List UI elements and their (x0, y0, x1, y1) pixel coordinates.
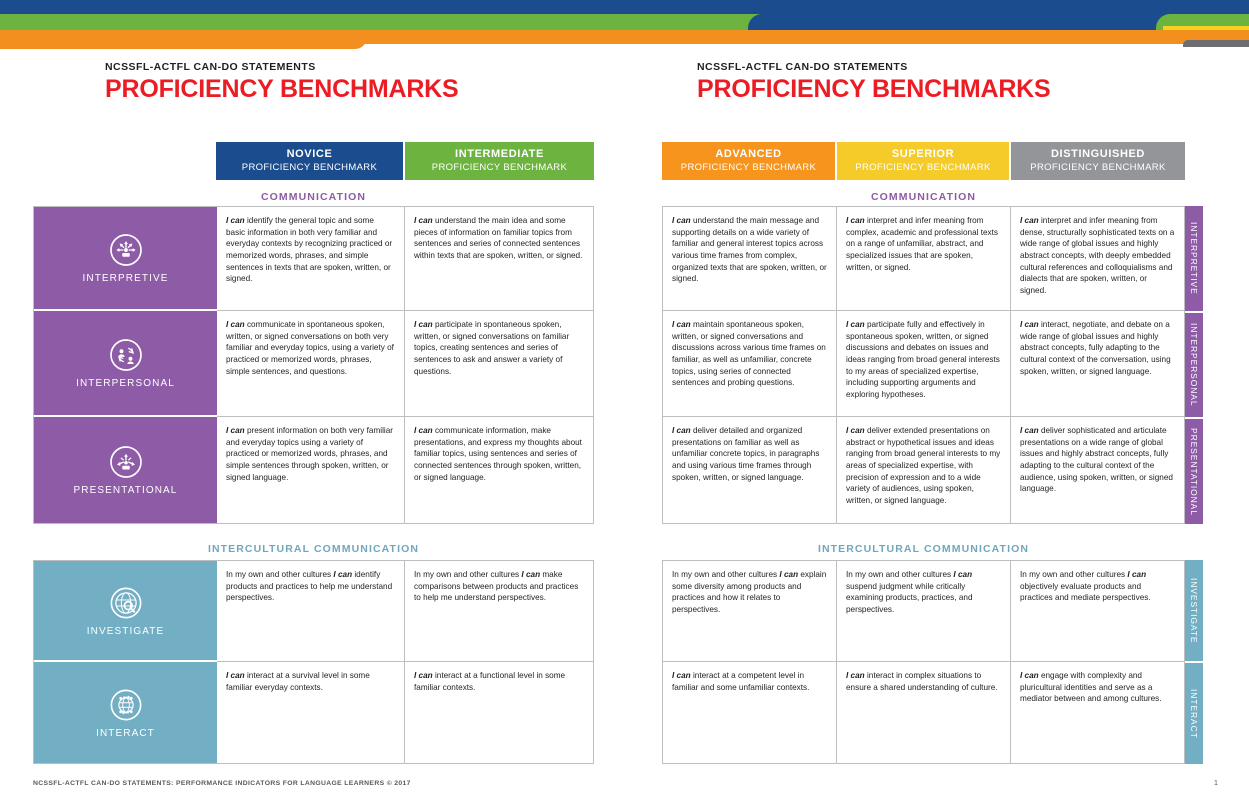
cell-novice-presentational: I can present information on both very familiar and everyday topics using a variety of practiced or memorized words, phrases, and simple sentences through spoken, written, or signed language. (217, 417, 405, 523)
column-name: INTERMEDIATE (455, 148, 544, 160)
mode-cell-presentational (34, 417, 217, 523)
cell-advanced-interpretive: I can understand the main message and supporting details on a wide variety of familiar and general interest topics across various time frames from complex, organized texts that are spoken, written, or signed. (663, 207, 837, 310)
cell-novice-interpretive: I can identify the general topic and some basic information in both very familiar and everyday contexts by recognizing practiced or memorized words, phrases, and simple sentences in texts that are spoken, written, or signed. (217, 207, 405, 310)
left-title-block (105, 62, 459, 102)
right-title-block (697, 62, 1051, 102)
mode-label: PRESENTATIONAL (73, 485, 178, 496)
table-row (663, 311, 1184, 417)
mode-cell-interpersonal (34, 311, 217, 417)
banner-bar-gray (1183, 40, 1249, 47)
vertical-tab-interpersonal (1185, 313, 1203, 420)
vertical-tab-interact (1185, 663, 1203, 764)
mode-label: INTERPRETIVE (82, 273, 169, 284)
left-intercultural-table (33, 560, 594, 764)
cell-superior-presentational: I can deliver extended presentations on abstract or hypothetical issues and ideas ranging from broad general interests to my areas of specialized expertise, with precision of expression and to a wide variety of audiences, using spoken, written, or signed language. (837, 417, 1011, 523)
column-sub: PROFICIENCY BENCHMARK (431, 161, 568, 173)
column-name: ADVANCED (715, 148, 782, 160)
right-communication-section-title: COMMUNICATION (870, 191, 977, 203)
mode-cell-investigate (34, 561, 217, 662)
cell-intermediate-investigate: In my own and other cultures I can make comparisons between products and practices to help me understand perspectives. (414, 570, 579, 603)
right-communication-tab-column (1185, 206, 1203, 524)
vertical-tab-label: INVESTIGATE (1189, 577, 1199, 644)
interpersonal-icon (108, 337, 144, 373)
banner-bar-orange-2 (0, 30, 367, 49)
right-intercultural-tab-column (1185, 560, 1203, 764)
cell-intermediate-interpretive: I can understand the main idea and some pieces of information on familiar topics from sentences and series of connected sentences within texts that are spoken, written, or signed. (414, 216, 583, 260)
column-sub: PROFICIENCY BENCHMARK (1030, 161, 1166, 173)
column-name: DISTINGUISHED (1051, 148, 1145, 160)
left-column-headers (216, 142, 594, 180)
left-communication-table (33, 206, 594, 524)
table-row (217, 662, 593, 763)
vertical-tab-label: INTERPERSONAL (1189, 323, 1199, 407)
cell-distinguished-investigate: In my own and other cultures I can objectively evaluate products and practices and mediate perspectives. (1020, 570, 1151, 603)
cell-advanced-interpersonal: I can maintain spontaneous spoken, written, or signed conversations and discussions across various time frames on familiar, as well as unfamiliar, concrete topics, using series of connected sentences and probing questions. (663, 311, 837, 416)
column-header-superior (837, 142, 1011, 180)
cell-superior-interpersonal: I can participate fully and effectively in spontaneous spoken, written, or signed discussions and debates on issues and ideas ranging from broad general interests to my areas of specialized expertise, including supporting arguments and exploring hypotheses. (837, 311, 1011, 416)
table-row (663, 417, 1184, 523)
right-intercultural-table (662, 560, 1203, 764)
column-sub: PROFICIENCY BENCHMARK (241, 161, 378, 173)
cell-novice-interact: I can interact at a survival level in some familiar everyday contexts. (217, 662, 405, 763)
cell-distinguished-presentational: I can deliver sophisticated and articulate presentations on a wide range of global issues and highly abstract concepts, fully adapting to the cultural context of the audience, using spoken, written, or signed language. (1020, 426, 1173, 494)
cell-intermediate-interact: I can interact at a functional level in some familiar contexts. (414, 671, 566, 692)
banner-bar-blue-2 (0, 0, 1249, 14)
mode-cell-interpretive (34, 207, 217, 311)
footer-page-number: 1 (1213, 778, 1218, 787)
table-row (663, 207, 1184, 311)
cell-intermediate-interpersonal: I can participate in spontaneous spoken, written, or signed conversations on familiar topics, creating sentences and series of sentences to ask and answer a variety of questions. (414, 320, 570, 376)
cell-advanced-investigate: In my own and other cultures I can explain some diversity among products and practices and how it relates to perspectives. (663, 561, 837, 661)
right-kicker: NCSSFL-ACTFL CAN-DO STATEMENTS (697, 61, 908, 73)
cell-superior-interact: I can interact in complex situations to ensure a shared understanding of culture. (837, 662, 1011, 763)
column-sub: PROFICIENCY BENCHMARK (855, 161, 991, 173)
vertical-tab-label: INTERPRETIVE (1189, 222, 1199, 295)
table-row (217, 311, 593, 417)
left-communication-section-title: COMMUNICATION (260, 191, 367, 203)
column-header-novice (216, 142, 405, 180)
vertical-tab-interpretive (1185, 206, 1203, 313)
cell-superior-investigate: In my own and other cultures I can suspend judgment while critically examining products, practices, and perspectives. (837, 561, 1011, 661)
cell-distinguished-interpersonal: I can interact, negotiate, and debate on a wide range of global issues and highly abstract concepts, fully adapting to the cultural context of the conversation, using spoken, written, or signed language. (1020, 320, 1171, 376)
cell-distinguished-interact: I can engage with complexity and pluricultural identities and serve as a mediator between and among cultures. (1020, 671, 1162, 704)
table-row (663, 561, 1184, 662)
mode-cell-interact (34, 662, 217, 763)
column-header-intermediate (405, 142, 594, 180)
right-communication-table (662, 206, 1203, 524)
column-sub: PROFICIENCY BENCHMARK (680, 161, 817, 173)
vertical-tab-label: INTERACT (1189, 688, 1199, 739)
column-header-advanced (662, 142, 837, 180)
cell-intermediate-presentational: I can communicate information, make presentations, and express my thoughts about familiar topics, using sentences and series of connected sentences through spoken, written, or signed language. (414, 426, 582, 482)
vertical-tab-investigate (1185, 560, 1203, 663)
interact-icon (108, 687, 144, 723)
cell-advanced-presentational: I can deliver detailed and organized presentations on familiar as well as unfamiliar concrete topics, in paragraphs and using various time frames through spoken, written, or signed language. (663, 417, 837, 523)
table-row (217, 207, 593, 311)
right-column-headers (662, 142, 1185, 180)
table-row (217, 417, 593, 523)
column-name: NOVICE (286, 148, 333, 160)
vertical-tab-label: PRESENTATIONAL (1189, 427, 1199, 516)
vertical-tab-presentational (1185, 419, 1203, 524)
investigate-icon (108, 585, 144, 621)
right-page-title: PROFICIENCY BENCHMARKS (697, 74, 1051, 103)
left-intercultural-mode-column (34, 561, 217, 763)
left-communication-mode-column (34, 207, 217, 523)
mode-label: INTERPERSONAL (76, 378, 175, 389)
mode-label: INVESTIGATE (86, 625, 165, 637)
left-intercultural-section-title: INTERCULTURAL COMMUNICATION (207, 543, 420, 555)
interpretive-icon (108, 232, 144, 268)
page-footer (33, 778, 1218, 787)
mode-label: INTERACT (96, 727, 155, 739)
cell-advanced-interact: I can interact at a competent level in familiar and some unfamiliar contexts. (663, 662, 837, 763)
table-row (217, 561, 593, 662)
footer-copyright: NCSSFL-ACTFL CAN-DO STATEMENTS: PERFORMANCE INDICATORS FOR LANGUAGE LEARNERS © 2017 (33, 780, 411, 787)
column-header-distinguished (1011, 142, 1185, 180)
cell-superior-interpretive: I can interpret and infer meaning from complex, academic and professional texts on a range of unfamiliar, abstract, and specialized issues that are spoken, written, or signed. (837, 207, 1011, 310)
presentational-icon (108, 444, 144, 480)
left-page-title: PROFICIENCY BENCHMARKS (105, 74, 459, 103)
cell-novice-interpersonal: I can communicate in spontaneous spoken, written, or signed conversations on both very familiar and everyday topics, using a variety of practiced or memorized words, phrases, simple sentences, and questions. (217, 311, 405, 416)
page-titles (0, 62, 1249, 122)
table-row (663, 662, 1184, 763)
cell-novice-investigate: In my own and other cultures I can identify products and practices to help me understand perspectives. (217, 561, 405, 661)
column-name: SUPERIOR (891, 148, 955, 160)
cell-distinguished-interpretive: I can interpret and infer meaning from dense, structurally sophisticated texts on a wide range of global issues and highly abstract concepts, with deeply embedded cultural references and colloquialisms and dialects that are spoken, written, or signed. (1020, 216, 1175, 295)
decorative-top-banner (0, 0, 1249, 50)
left-kicker: NCSSFL-ACTFL CAN-DO STATEMENTS (105, 61, 316, 73)
right-intercultural-section-title: INTERCULTURAL COMMUNICATION (817, 543, 1030, 555)
